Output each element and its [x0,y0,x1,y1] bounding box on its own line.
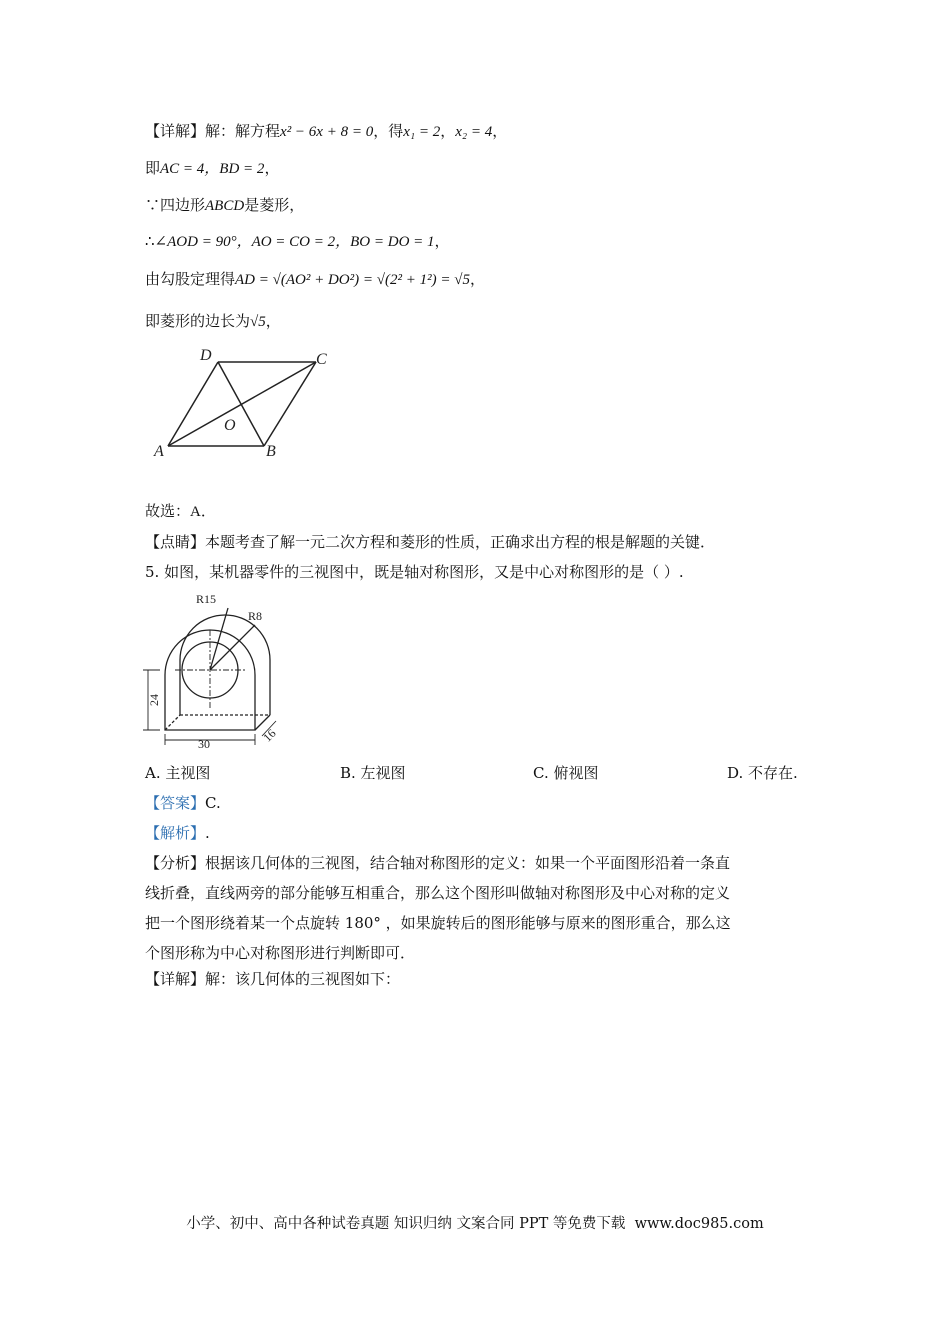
vertex-b-label: B [266,443,276,460]
machine-part-figure [140,590,290,750]
line4-end: ， [434,232,450,250]
center-o-label: O [224,417,236,434]
comment-tag: 【点睛】 [145,533,206,551]
analysis-line [145,822,210,844]
analysis-text-tag: 【分析】 [145,854,206,872]
vertex-d-label: D [200,347,212,364]
answer-line [145,792,221,814]
detail-line-6 [145,310,281,333]
line4-math: ∠AOD = 90°，AO = CO = 2，BO = DO = 1 [154,234,435,250]
root-2: x₂ = 4 [455,124,493,140]
root-sep: ， [440,122,456,140]
line3-math: ABCD [205,198,245,214]
detail-lead: 解：解方程 [205,122,281,140]
detail-line-4 [145,230,450,253]
question-line [145,561,684,583]
line6-math: √5 [250,314,266,330]
detail-2-tag: 【详解】 [145,970,206,988]
footer-text: 小学、初中、高中各种试卷真题 知识归纳 文案合同 PPT 等免费下载 [186,1216,626,1232]
width-label: 30 [198,737,210,750]
root-1: x₁ = 2 [403,124,441,140]
comment-line [145,531,715,553]
line3-suffix: 是菱形， [244,196,305,214]
analysis-paragraph [145,848,810,968]
r15-label: R15 [196,592,217,606]
rhombus-figure [148,340,348,465]
line2-math: AC = 4，BD = 2 [160,161,265,177]
detail-line-1 [145,120,507,143]
line5-end: ， [469,270,485,288]
vertex-a-label: A [154,443,164,460]
detail-tag: 【详解】 [145,122,206,140]
detail-end: ， [492,122,508,140]
detail-line-5 [145,268,485,291]
choice-line [145,500,216,523]
analysis-value: . [205,824,210,842]
choice-text: 故选： [145,502,191,520]
option-a: A. 主视图 [145,764,211,782]
analysis-tag: 【解析】 [145,824,206,842]
height-label: 24 [147,694,161,706]
line5-prefix: 由勾股定理得 [145,270,236,288]
detail-2-line [145,968,400,990]
vertex-c-label: C [316,351,327,368]
diagonal-ac [168,362,316,446]
option-b: B. 左视图 [340,764,406,782]
analysis-paragraph-line-1: 【分析】根据该几何体的三视图，结合轴对称图形的定义：如果一个平面图形沿着一条直 [145,854,731,872]
detail-line-3 [145,194,304,217]
line2-text: 即 [145,159,161,177]
analysis-paragraph-line-3: 把一个图形绕着某一个点旋转 180° ，如果旋转后的图形能够与原来的图形重合，那么这 [145,914,731,932]
detail-line-2 [145,157,279,180]
option-d: D. 不存在. [727,764,798,782]
part-back-outline [180,615,270,715]
side-cb [264,362,316,446]
footer-url[interactable]: www.doc985.com [634,1216,764,1232]
line6-prefix: 即菱形的边长为 [145,312,251,330]
page-footer [0,1212,950,1233]
side-ad [168,362,218,446]
r8-label: R8 [248,609,263,623]
comment-text: 本题考查了解一元二次方程和菱形的性质，正确求出方程的根是解题的关键． [205,533,716,551]
line5-math: AD = √(AO² + DO²) = √(2² + 1²) = √5 [235,272,470,288]
analysis-paragraph-line-4: 个图形称为中心对称图形进行判断即可． [145,944,416,962]
line6-end: ， [265,312,281,330]
depth-label: 16 [260,726,279,745]
detail-2-text: 解：该几何体的三视图如下： [205,970,401,988]
option-c: C. 俯视图 [533,764,599,782]
question-text: 5. 如图，某机器零件的三视图中，既是轴对称图形，又是中心对称图形的是（ ）. [145,563,684,581]
equation: x² − 6x + 8 = 0 [280,124,374,140]
depth-edge-hidden [165,715,180,730]
choice-answer: A． [190,504,216,520]
line4-prefix: ∴ [145,232,155,250]
analysis-paragraph-line-2: 线折叠，直线两旁的部分能够互相重合，那么这个图形叫做轴对称图形及中心对称的定义 [145,884,731,902]
line2-end: ， [264,159,280,177]
answer-value: C. [205,794,221,812]
detail-mid: ，得 [373,122,404,140]
answer-tag: 【答案】 [145,794,206,812]
line3-prefix: ∵四边形 [145,196,206,214]
